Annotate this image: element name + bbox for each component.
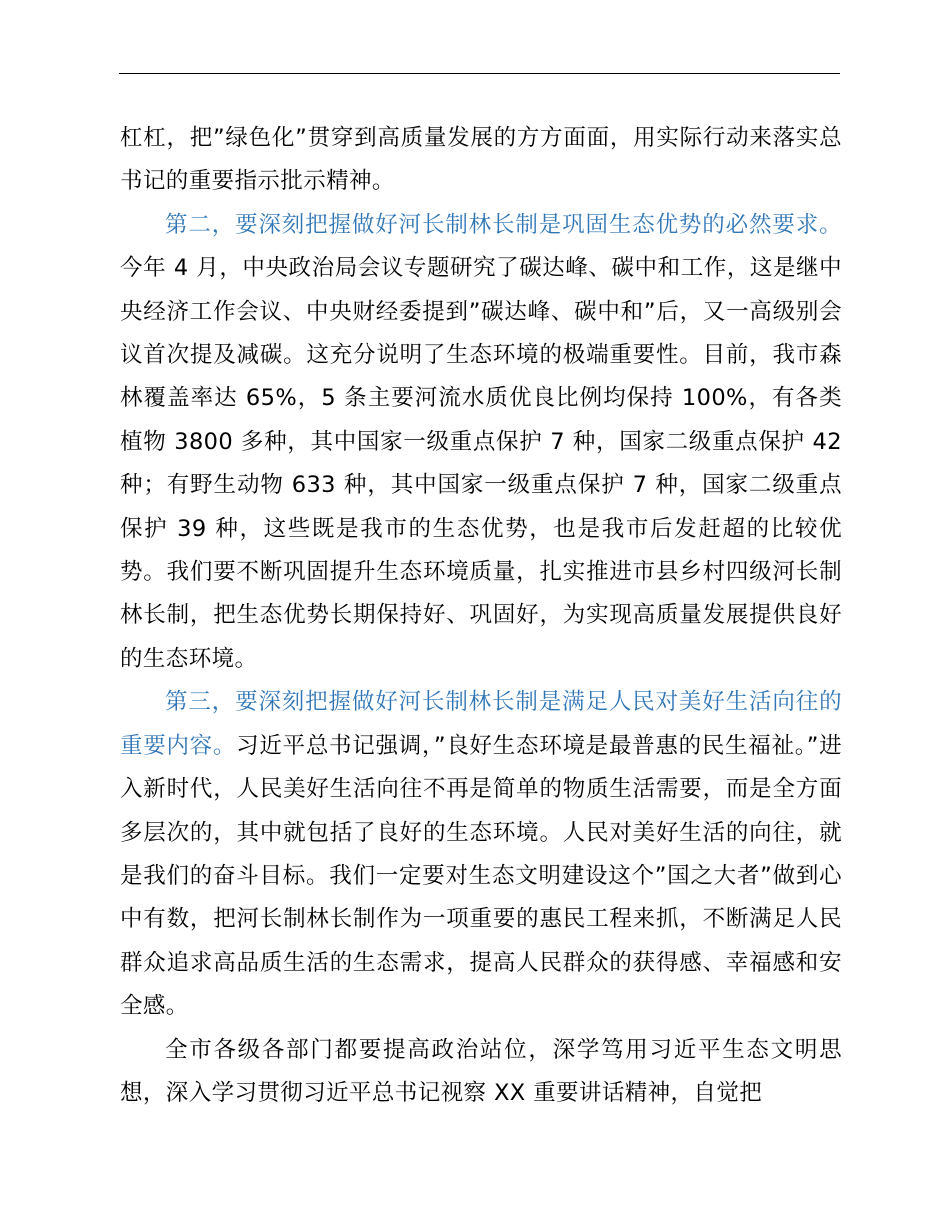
header-rule [119,73,840,74]
paragraph-1-text: 杠杠，把”绿色化”贯穿到高质量发展的方方面面，用实际行动来落实总书记的重要指示批示精神。 [120,125,842,195]
paragraph-2 [120,204,842,681]
document-body [120,117,842,1115]
paragraph-2-text: 今年 4 月，中央政治局会议专题研究了碳达峰、碳中和工作，这是继中央经济工作会议、中央财经委提到”碳达峰、碳中和”后，又一高级别会议首次提及减碳。这充分说明了生态环境的极端重要性。目前，我市森林覆盖率达 65%，5 条主要河流水质优良比例均保持 100%，有各类植物 3800 多种，其中国家一级重点保护 7 种，国家二级重点保护 42 种；有野生动物 633 种，其中国家一级重点保护 7 种，国家二级重点保护 39 种，这些既是我市的生态优势，也是我市后发赶超的比较优势。我们要不断巩固提升生态环境质量，扎实推进市县乡村四级河长制林长制，把生态优势长期保持好、巩固好，为实现高质量发展提供良好的生态环境。 [120,255,842,672]
paragraph-4-text: 全市各级各部门都要提高政治站位，深学笃用习近平生态文明思想，深入学习贯彻习近平总书记视察 XX 重要讲话精神，自觉把 [120,1036,842,1106]
paragraph-3 [120,681,842,1028]
paragraph-4 [120,1029,842,1116]
paragraph-3-text: 习近平总书记强调，”良好生态环境是最普惠的民生福祉。”进入新时代，人民美好生活向往不再是简单的物质生活需要，而是全方面多层次的，其中就包括了良好的生态环境。人民对美好生活的向往，就是我们的奋斗目标。我们一定要对生态文明建设这个”国之大者”做到心中有数，把河长制林长制作为一项重要的惠民工程来抓，不断满足人民群众追求高品质生活的生态需求，提高人民群众的获得感、幸福感和安全感。 [120,732,842,1020]
paragraph-3-heading: 第三，要深刻把握做好河长制林长制是满足人民对美好生活向往的重要内容。 [120,689,842,759]
paragraph-1 [120,117,842,204]
paragraph-2-heading: 第二，要深刻把握做好河长制林长制是巩固生态优势的必然要求。 [165,211,842,238]
